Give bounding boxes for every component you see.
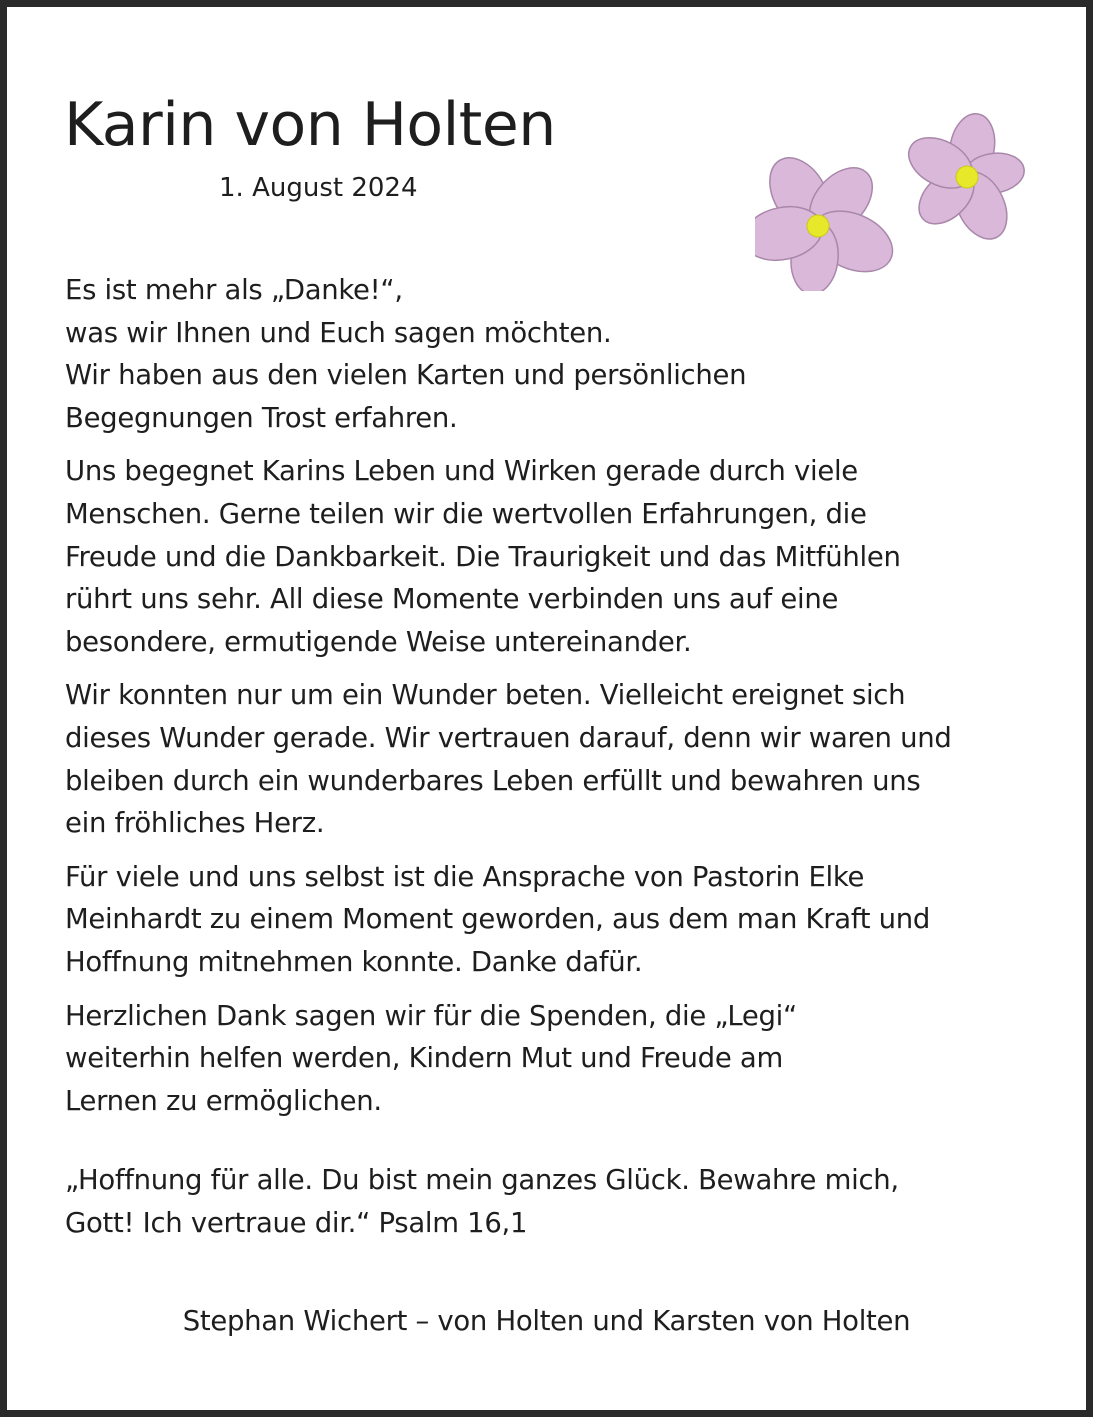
text-line: dieses Wunder gerade. Wir vertrauen darauf, denn wir waren und <box>65 721 952 754</box>
paragraph-2 <box>65 450 1065 663</box>
text-line: bleiben durch ein wunderbares Leben erfüllt und bewahren uns <box>65 764 921 797</box>
text-line: besondere, ermutigende Weise untereinander. <box>65 625 692 658</box>
paragraph-3 <box>65 674 1065 844</box>
flower-right-center <box>956 166 978 188</box>
signature: Stephan Wichert – von Holten und Karsten von Holten <box>182 1305 911 1337</box>
flower-left-center <box>807 215 829 237</box>
psalm-quote <box>65 1159 1065 1244</box>
flower-right-icon <box>900 111 1027 248</box>
text-line: weiterhin helfen werden, Kindern Mut und Freude am <box>65 1042 783 1075</box>
pink-flowers-icon <box>755 111 1040 291</box>
paragraph-1 <box>65 269 1065 439</box>
text-line: Für viele und uns selbst ist die Ansprache von Pastorin Elke <box>65 860 865 893</box>
thank-you-text <box>65 269 1065 1133</box>
death-date: 1. August 2024 <box>219 173 418 203</box>
text-line: Lernen zu ermöglichen. <box>65 1084 382 1117</box>
text-line: Freude und die Dankbarkeit. Die Traurigkeit und das Mitfühlen <box>65 540 901 573</box>
text-line: Uns begegnet Karins Leben und Wirken gerade durch viele <box>65 455 858 488</box>
text-line: Menschen. Gerne teilen wir die wertvollen Erfahrungen, die <box>65 497 867 530</box>
text-line: Wir haben aus den vielen Karten und persönlichen <box>65 359 747 392</box>
text-line: ein fröhliches Herz. <box>65 807 325 840</box>
text-line: was wir Ihnen und Euch sagen möchten. <box>65 316 612 349</box>
quote-line: Gott! Ich vertraue dir.“ Psalm 16,1 <box>65 1206 528 1239</box>
text-line: Begegnungen Trost erfahren. <box>65 401 458 434</box>
text-line: Es ist mehr als „Danke!“, <box>65 274 403 306</box>
text-line: Hoffnung mitnehmen konnte. Danke dafür. <box>65 945 643 978</box>
quote-line: „Hoffnung für alle. Du bist mein ganzes Glück. Bewahre mich, <box>65 1164 899 1196</box>
paragraph-5 <box>65 995 1065 1123</box>
deceased-name: Karin von Holten <box>64 90 556 160</box>
paragraph-4 <box>65 856 1065 984</box>
text-line: Herzlichen Dank sagen wir für die Spenden, die „Legi“ <box>65 999 797 1032</box>
text-line: Meinhardt zu einem Moment geworden, aus dem man Kraft und <box>65 903 931 936</box>
text-line: Wir konnten nur um ein Wunder beten. Vielleicht ereignet sich <box>65 679 906 712</box>
text-line: rührt uns sehr. All diese Momente verbinden uns auf eine <box>65 583 839 616</box>
